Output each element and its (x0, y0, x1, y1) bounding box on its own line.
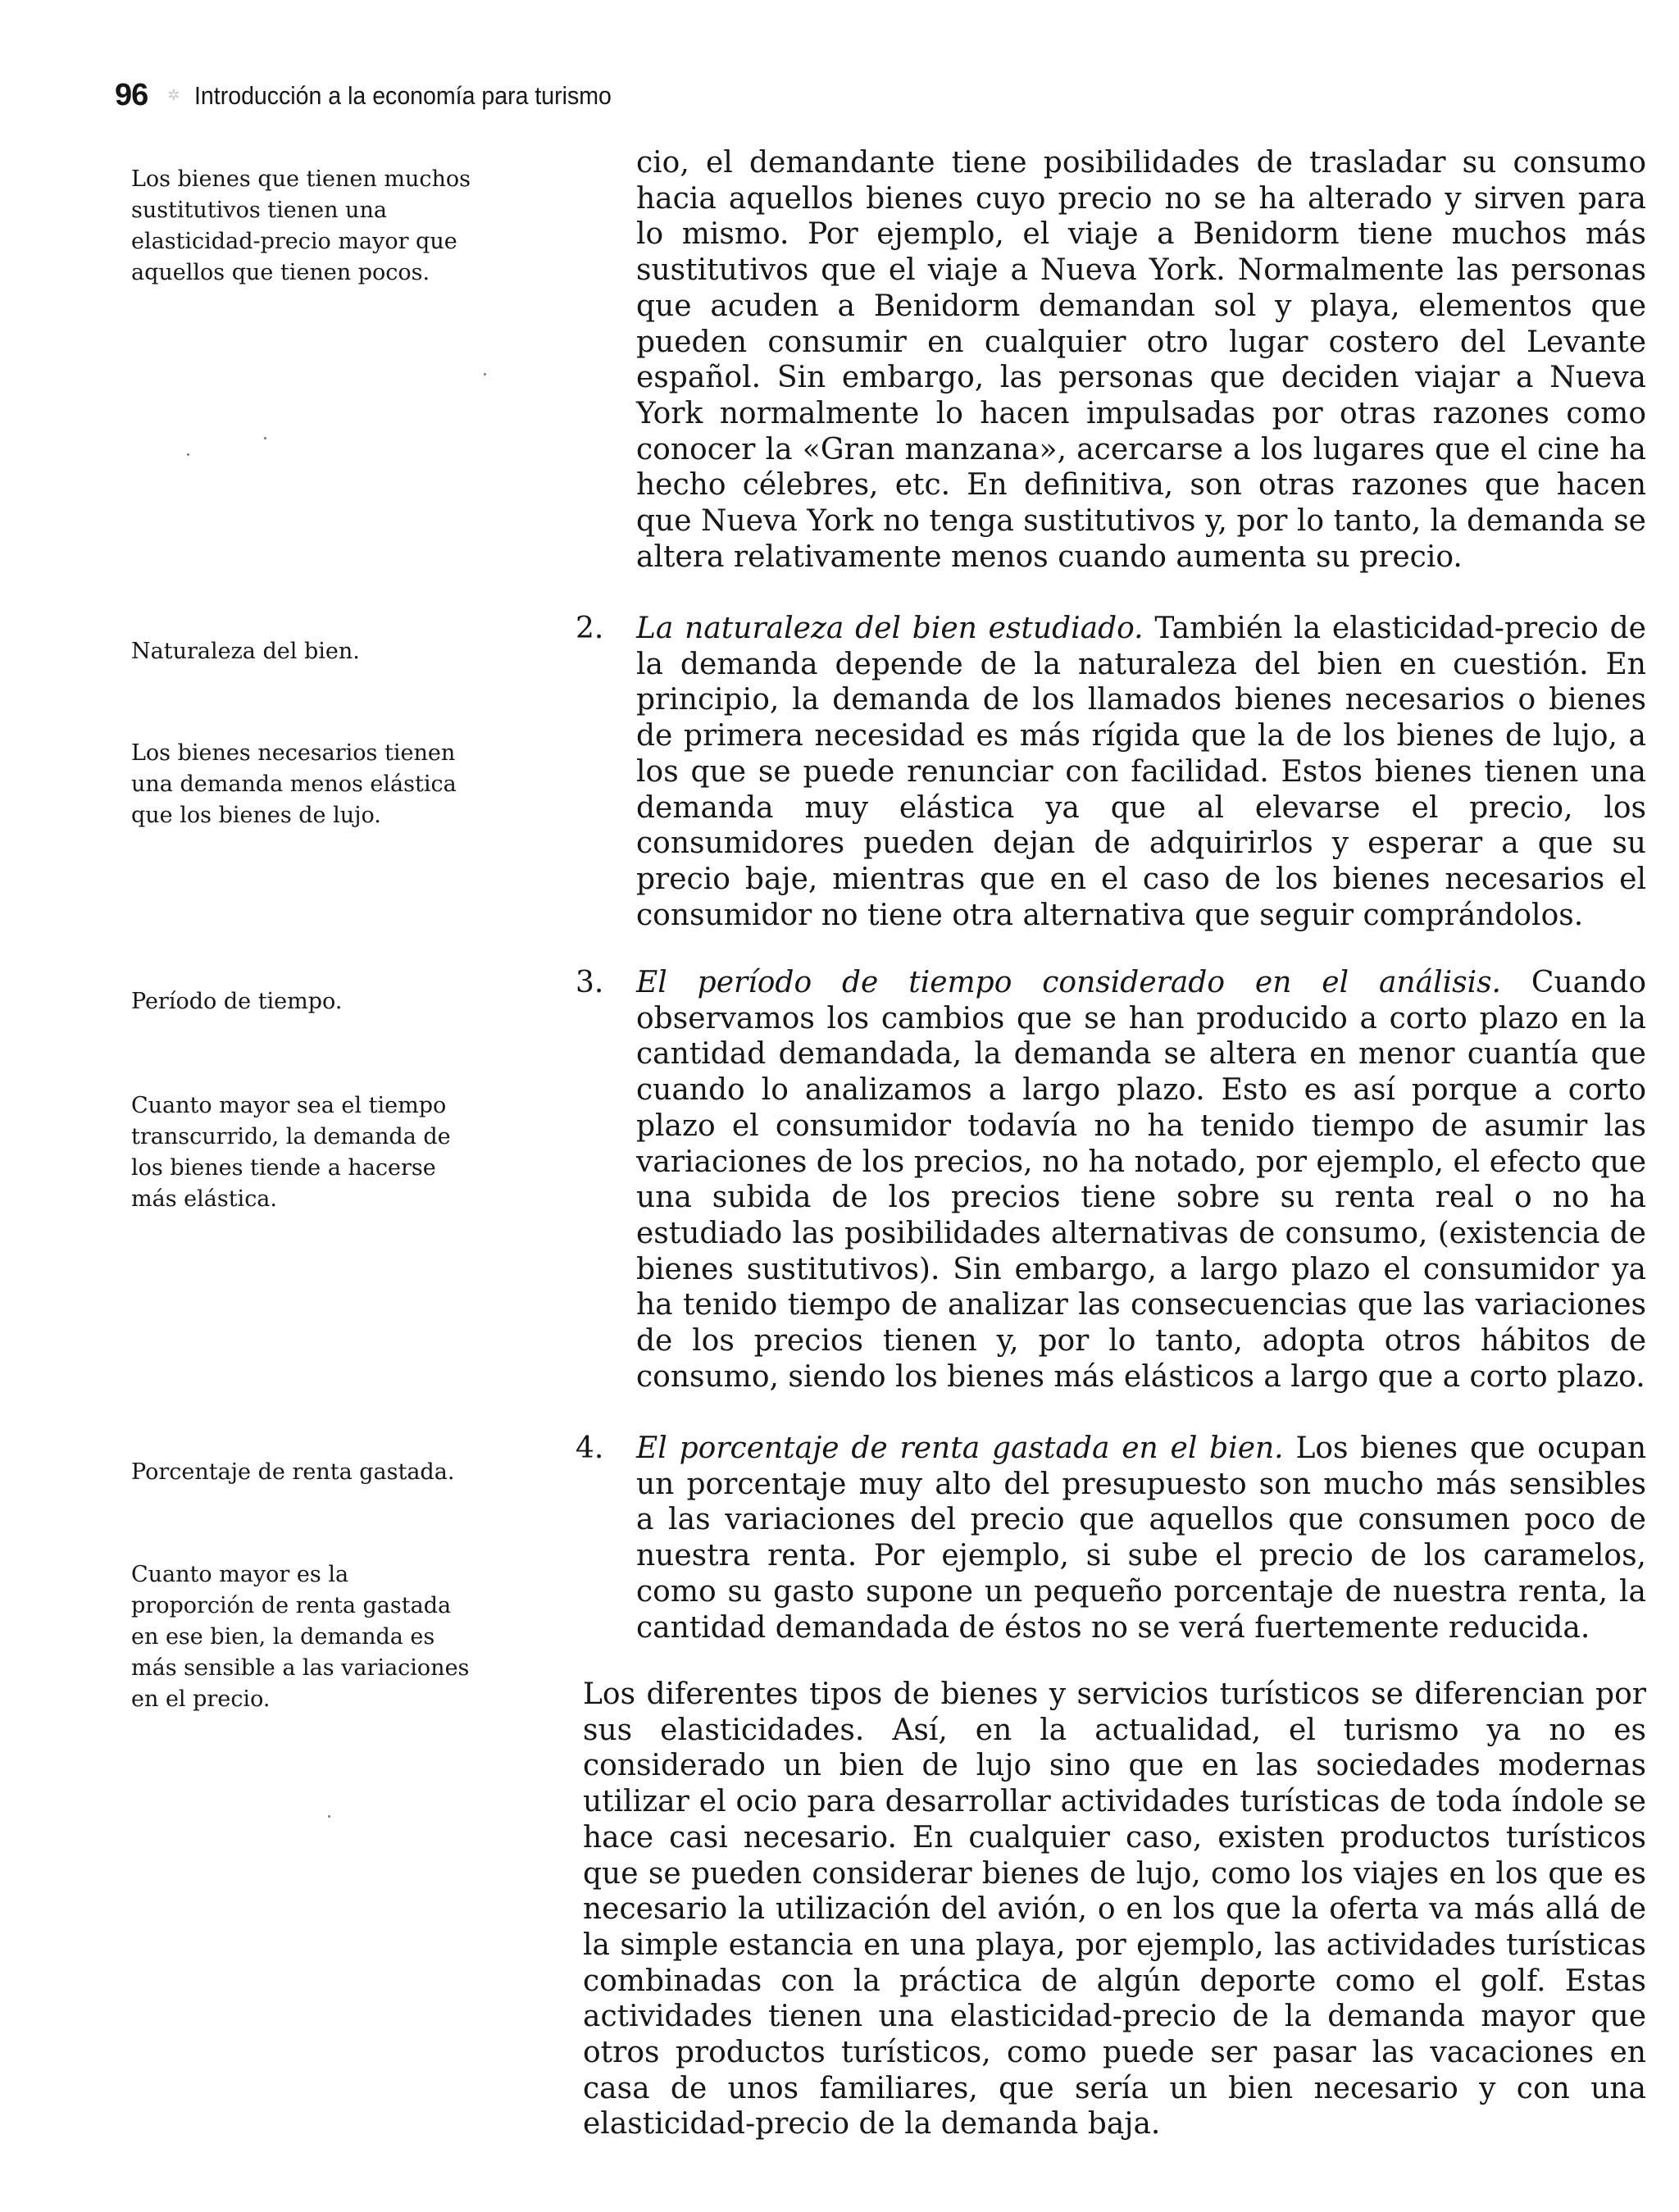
margin-note-time-heading: Período de tiempo. (131, 989, 343, 1014)
list-item-content (636, 611, 1646, 933)
page-number: 96 (115, 78, 148, 112)
continuation-paragraph: cio, el demandante tiene posibilidades de trasladar su consumo hacia aquellos bienes cuyo precio no se ha alterado y sirven para lo mismo. Por ejemplo, el viaje a Benidorm tiene muchos más sustitutivos que el viaje a Nueva York. Normalmente las personas que acuden a Benidorm demandan sol y playa, elementos que pueden consumir en cualquier otro lugar costero del Levante español. Sin embargo, las personas que deciden viajar a Nueva York normalmente lo hacen impulsadas por otras razones como conocer la «Gran manzana», acercarse a los lugares que el cine ha hecho célebres, etc. En definitiva, son otras razones que hacen que Nueva York no tenga sustitutivos y, por lo tanto, la demanda se altera relativamente menos cuando aumenta su precio. (636, 146, 1646, 574)
list-item-number: 3. (576, 966, 604, 999)
scan-speck (484, 373, 486, 375)
running-title: Introducción a la economía para turismo (194, 80, 612, 110)
list-item-text: Cuando observamos los cambios que se han producido a corto plazo en la cantidad demandada, la demanda se altera en menor cuantía que cuando lo analizamos a largo plazo. Esto es así porque a corto plazo el consumidor todavía no ha tenido tiempo de asumir las variaciones de los precios, no ha notado, por ejemplo, el efecto que una subida de los precios tiene sobre su renta real o no ha estudiado las posibilidades alternativas de consumo, (existencia de bienes sustitutivos). Sin embargo, a largo plazo el consumidor ya ha tenido tiempo de analizar las consecuencias que las variaciones de los precios tienen y, por lo tanto, adopta otros hábitos de consumo, siendo los bienes más elásticos a largo que a corto plazo. (636, 966, 1646, 1394)
list-item-3 (576, 965, 1646, 1395)
closing-paragraph: Los diferentes tipos de bienes y servicios turísticos se diferencian por sus elasticidades. Así, en la actualidad, el turismo ya no es considerado un bien de lujo sino que en las sociedades modernas utilizar el ocio para desarrollar actividades turísticas de toda índole se hace casi necesario. En cualquier caso, existen productos turísticos que se pueden considerar bienes de lujo, como los viajes en los que es necesario la utilización del avión, o en los que la oferta va más allá de la simple estancia en una playa, por ejemplo, las actividades turísticas combinadas con la práctica de algún deporte como el golf. Estas actividades tienen una elasticidad-precio de la demanda mayor que otros productos turísticos, como puede ser pasar las vacaciones en casa de unos familiares, que sería un bien necesario y con una elasticidad-precio de la demanda baja. (583, 1677, 1646, 2141)
margin-note-income-heading: Porcentaje de renta gastada. (131, 1459, 455, 1485)
margin-note-time: Cuanto mayor sea el tiempo transcurrido, la demanda de los bienes tiende a hacerse más elástica. (131, 1093, 451, 1212)
list-item-heading: El porcentaje de renta gastada en el bien. (636, 1431, 1284, 1465)
scan-speck (264, 437, 266, 439)
list-item-number: 4. (576, 1431, 604, 1465)
list-item-2 (576, 611, 1646, 933)
scan-speck (187, 453, 189, 456)
list-item-text: Los bienes que ocupan un porcentaje muy alto del presupuesto son mucho más sensibles a las variaciones del precio que aquellos que consumen poco de nuestra renta. Por ejemplo, si sube el precio de los caramelos, como su gasto supone un pequeño porcentaje de nuestra renta, la cantidad demandada de éstos no se verá fuertemente reducida. (636, 1431, 1647, 1645)
list-item-content (636, 965, 1646, 1395)
scan-speck (328, 1815, 330, 1818)
list-item-4 (576, 1431, 1646, 1645)
list-item-heading: El período de tiempo considerado en el análisis. (636, 966, 1502, 999)
margin-note-nature-heading: Naturaleza del bien. (131, 639, 360, 664)
margin-note-necessities: Los bienes necesarios tienen una demanda menos elástica que los bienes de lujo. (131, 740, 457, 828)
page-header (115, 78, 648, 113)
list-item-content (636, 1431, 1646, 1645)
list-item-text: También la elasticidad-precio de la demanda depende de la naturaleza del bien en cuestión. En principio, la demanda de los llamados bienes necesarios o bienes de primera necesidad es más rígida que la de los bienes de lujo, a los que se puede renunciar con facilidad. Estos bienes tienen una demanda muy elástica ya que al elevarse el precio, los consumidores pueden dejan de adquirirlos y esperar a que su precio baje, mientras que en el caso de los bienes necesarios el consumidor no tiene otra alternativa que seguir comprándolos. (636, 612, 1646, 932)
list-item-number: 2. (576, 612, 604, 645)
header-separator-mark: ✲ (167, 87, 180, 104)
list-item-heading: La naturaleza del bien estudiado. (636, 612, 1144, 645)
margin-note-substitutes: Los bienes que tienen muchos sustitutivos tienen una elasticidad-precio mayor que aquellos que tienen pocos. (131, 166, 471, 285)
margin-note-income: Cuanto mayor es la proporción de renta gastada en ese bien, la demanda es más sensible a las variaciones en el precio. (131, 1562, 470, 1712)
